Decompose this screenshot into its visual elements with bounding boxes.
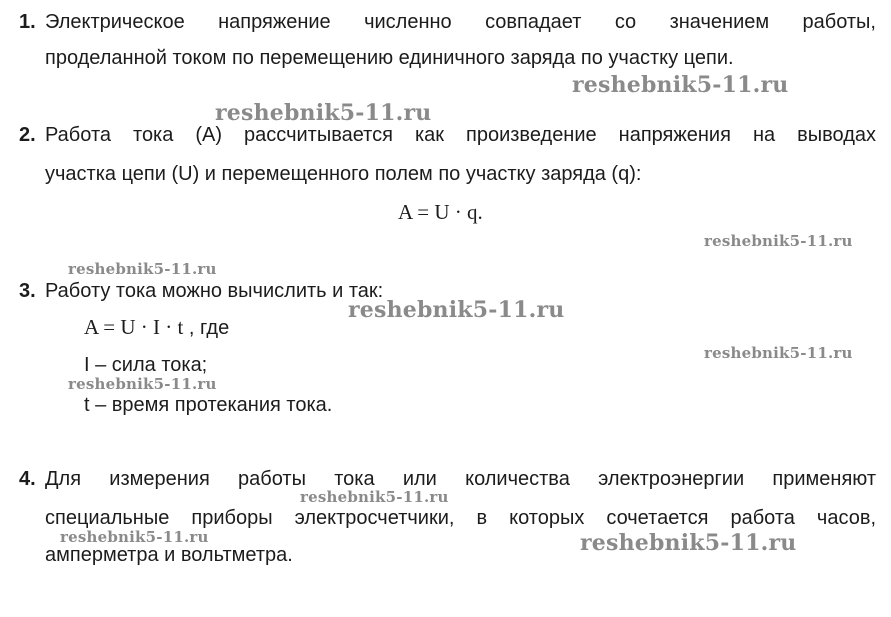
watermark-text: reshebnik5-11.ru	[704, 344, 853, 362]
item-3-definition-current: I – сила тока;	[84, 354, 208, 376]
item-3-number: 3.	[19, 280, 36, 302]
item-3-line-1: Работу тока можно вычислить и так:	[45, 280, 384, 302]
watermark-text: reshebnik5-11.ru	[704, 232, 853, 250]
item-4-number: 4.	[19, 468, 36, 490]
watermark-text: reshebnik5-11.ru	[60, 528, 209, 546]
item-3-formula: A = U · I · t	[84, 315, 184, 339]
item-3-definition-time: t – время протекания тока.	[84, 394, 333, 416]
watermark-text: reshebnik5-11.ru	[348, 297, 565, 323]
watermark-text: reshebnik5-11.ru	[300, 488, 449, 506]
item-3-formula-row	[84, 315, 229, 340]
watermark-text: reshebnik5-11.ru	[68, 260, 217, 278]
watermark-text: reshebnik5-11.ru	[215, 100, 432, 126]
item-2-line-1: Работа тока (A) рассчитывается как произведение напряжения на выводах	[45, 124, 876, 146]
item-3-formula-suffix: , где	[188, 317, 230, 339]
item-1-number: 1.	[19, 11, 36, 33]
watermark-text: reshebnik5-11.ru	[68, 375, 217, 393]
item-1-line-1: Электрическое напряжение численно совпадает со значением работы,	[45, 11, 876, 33]
item-1-line-2: проделанной током по перемещению единичного заряда по участку цепи.	[45, 47, 734, 69]
item-4-line-2: специальные приборы электросчетчики, в которых сочетается работа часов,	[45, 507, 876, 529]
item-4-line-3: амперметра и вольтметра.	[45, 544, 293, 566]
item-4-line-1: Для измерения работы тока или количества электроэнергии применяют	[45, 468, 876, 490]
watermark-text: reshebnik5-11.ru	[572, 72, 789, 98]
item-2-line-2: участка цепи (U) и перемещенного полем по участку заряда (q):	[45, 163, 642, 185]
watermark-text: reshebnik5-11.ru	[580, 530, 797, 556]
item-2-number: 2.	[19, 124, 36, 146]
item-2-formula: A = U · q.	[398, 200, 483, 224]
